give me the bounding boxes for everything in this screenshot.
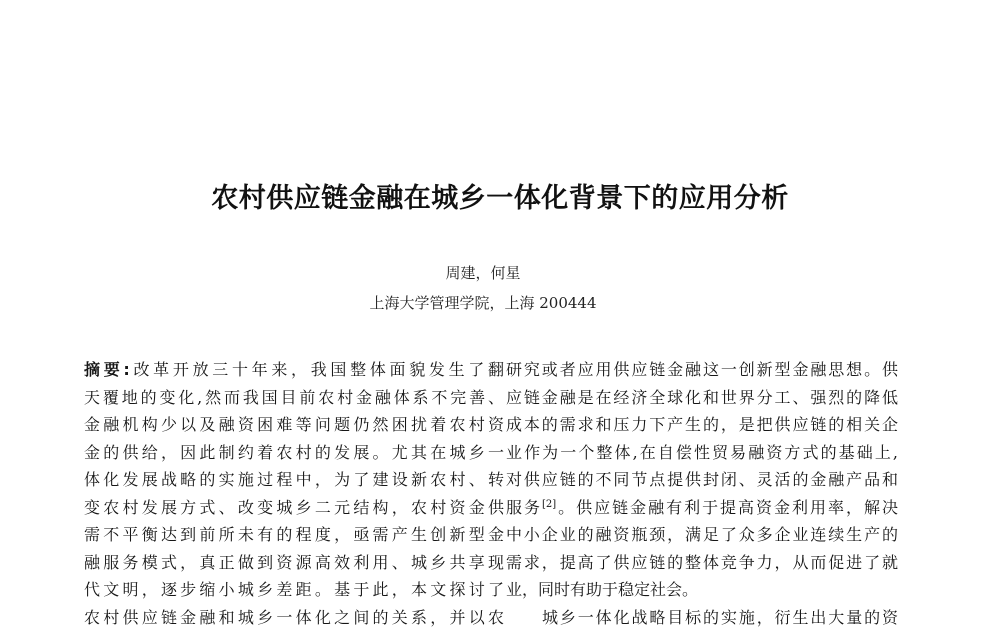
body-line: 业，同时有助于稳定社会。 — [506, 576, 898, 604]
abstract-label: 摘要: — [84, 360, 130, 379]
body-line: 对供应链的不同节点提供封闭、灵活的金融产品和 — [506, 466, 898, 494]
paper-authors: 周建，何星 — [0, 262, 966, 283]
abstract-line: 体化发展战略的实施过程中，为了建设新农村、转 — [84, 466, 504, 494]
abstract-line: 天覆地的变化,然而我国目前农村金融体系不完善、 — [84, 384, 504, 412]
body-column-right — [506, 356, 898, 631]
paper-affiliation: 上海大学管理学院，上海 200444 — [0, 292, 966, 313]
abstract-line: 金融机构少以及融资困难等问题仍然困扰着农村资 — [84, 411, 504, 439]
body-line: 业作为一个整体,在自偿性贸易融资方式的基础上, — [506, 439, 898, 467]
body-line: 成本的需求和压力下产生的，是把供应链的相关企 — [506, 411, 898, 439]
abstract-line: 需不平衡达到前所未有的程度，亟需产生创新型金 — [84, 521, 504, 549]
abstract-line: 变农村发展方式、改变城乡二元结构，农村资金供 — [84, 494, 504, 522]
paper-title: 农村供应链金融在城乡一体化背景下的应用分析 — [0, 176, 1000, 215]
body-line: 城乡一体化战略目标的实施，衍生出大量的资 — [506, 604, 898, 631]
body-line: 应链金融是在经济全球化和世界分工、强烈的降低 — [506, 384, 898, 412]
abstract-line: 摘要:改革开放三十年来，我国整体面貌发生了翻 — [84, 356, 504, 384]
abstract-column — [84, 356, 504, 631]
abstract-line: 融服务模式，真正做到资源高效利用、城乡共享现 — [84, 549, 504, 577]
abstract-line: 农村供应链金融和城乡一体化之间的关系，并以农 — [84, 604, 504, 631]
body-line: 服务[2]。供应链金融有利于提高资金利用率，解决 — [506, 494, 898, 522]
body-line: 需求，提高了供应链的整体竞争力，从而促进了就 — [506, 549, 898, 577]
abstract-line: 金的供给，因此制约着农村的发展。尤其在城乡一 — [84, 439, 504, 467]
abstract-line: 代文明，逐步缩小城乡差距。基于此，本文探讨了 — [84, 576, 504, 604]
body-line: 研究或者应用供应链金融这一创新型金融思想。供 — [506, 356, 898, 384]
citation-ref: [2] — [542, 499, 556, 510]
body-line: 中小企业的融资瓶颈，满足了众多企业连续生产的 — [506, 521, 898, 549]
